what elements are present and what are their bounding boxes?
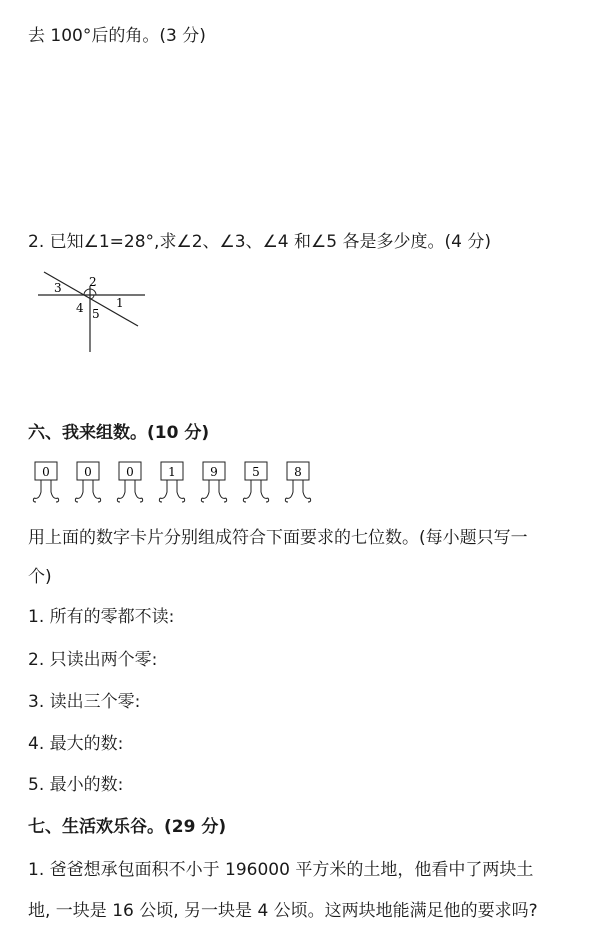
digit-card: [72, 460, 104, 510]
angle-figure: [30, 268, 150, 358]
svg-text:0: 0: [126, 465, 134, 479]
sub-question-3: 3. 读出三个零:: [28, 692, 141, 712]
digit-card: [198, 460, 230, 510]
digit-card: [282, 460, 314, 510]
digit-card: [240, 460, 272, 510]
digit-card: [30, 460, 62, 510]
sub-question-2: 2. 只读出两个零:: [28, 650, 158, 670]
question-2-text: 2. 已知∠1=28°,求∠2、∠3、∠4 和∠5 各是多少度。(4 分): [28, 232, 491, 252]
sub-question-1: 1. 所有的零都不读:: [28, 607, 175, 627]
angle-label-3: 3: [54, 281, 62, 295]
angle-label-2: 2: [89, 275, 97, 289]
sub-question-4: 4. 最大的数:: [28, 734, 124, 754]
svg-text:0: 0: [84, 465, 92, 479]
digit-card: [114, 460, 146, 510]
digit-cards: [30, 460, 330, 510]
svg-text:9: 9: [210, 465, 218, 479]
digit-card: [156, 460, 188, 510]
svg-text:5: 5: [252, 465, 260, 479]
sub-question-5: 5. 最小的数:: [28, 775, 124, 795]
section-6-heading: 六、我来组数。(10 分): [28, 423, 210, 443]
section-7-heading: 七、生活欢乐谷。(29 分): [28, 817, 227, 837]
problem-line-2: 地, 一块是 16 公顷, 另一块是 4 公顷。这两块地能满足他的要求吗?: [28, 901, 538, 921]
instruction-line-2: 个): [28, 567, 52, 587]
angle-label-1: 1: [116, 296, 124, 310]
problem-line-1: 1. 爸爸想承包面积不小于 196000 平方米的土地，他看中了两块土: [28, 860, 534, 880]
instruction-line-1: 用上面的数字卡片分别组成符合下面要求的七位数。(每小题只写一: [28, 528, 528, 548]
angle-label-5: 5: [92, 307, 100, 321]
text-line-1: 去 100°后的角。(3 分): [28, 26, 206, 46]
svg-text:1: 1: [168, 465, 176, 479]
svg-text:8: 8: [294, 465, 302, 479]
angle-label-4: 4: [76, 301, 84, 315]
svg-text:0: 0: [42, 465, 50, 479]
